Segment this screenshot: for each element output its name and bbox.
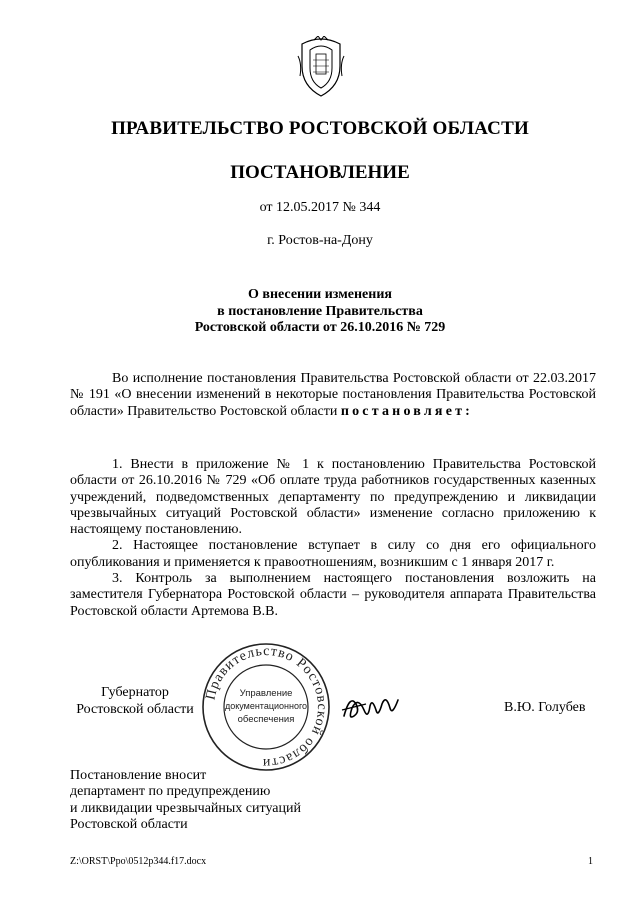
- signer-title: [70, 684, 200, 718]
- stamp-inner-line: документационного: [224, 701, 308, 711]
- resolution-items: [70, 457, 596, 620]
- date-number: от 12.05.2017 № 344: [259, 200, 381, 215]
- signer-name: В.Ю. Голубев: [504, 700, 586, 715]
- list-item: 1. Внести в приложение № 1 к постановлению Правительства Ростовской области от 26.10.2016 № 729 «Об оплате труда работников государственных казенных учреждений, подведомственных департаменту по предупреждению и ликвидации чрезвычайных ситуаций Ростовской области» изменение согласно приложению к настоящему постановлению.: [70, 457, 596, 538]
- subject-line: в постановление Правительства: [217, 303, 423, 319]
- footer-note: [70, 768, 301, 833]
- footer-note-line: Ростовской области: [70, 816, 188, 832]
- subject-line: О внесении изменения: [248, 287, 392, 302]
- signer-title-line: Губернатор: [101, 685, 169, 700]
- government-title: ПРАВИТЕЛЬСТВО РОСТОВСКОЙ ОБЛАСТИ: [111, 118, 529, 139]
- city: г. Ростов-на-Дону: [267, 233, 373, 248]
- resolves-word: постановляет:: [340, 403, 474, 419]
- preamble-paragraph: [70, 371, 596, 420]
- official-stamp: [200, 641, 332, 773]
- subject-title: [0, 287, 640, 337]
- stamp-outer-text: Правительство Ростовской области: [203, 643, 330, 771]
- footer-note-line: департамент по предупреждению: [70, 784, 271, 800]
- footer-note-line: и ликвидации чрезвычайных ситуаций: [70, 800, 301, 816]
- subject-line: Ростовской области от 26.10.2016 № 729: [194, 320, 446, 335]
- page-number: 1: [588, 856, 593, 867]
- list-item: 3. Контроль за выполнением настоящего постановления возложить на заместителя Губернатора Ростовской области – руководителя аппарата Правительства Ростовской области Артемова В.В.: [70, 571, 596, 619]
- signer-title-line: Ростовской области: [76, 702, 194, 717]
- list-item: 2. Настоящее постановление вступает в силу со дня его официального опубликования и применяется к правоотношениям, возникшим с 1 января 2017 г.: [70, 538, 596, 570]
- handwritten-signature-icon: [340, 690, 402, 724]
- preamble-text: Во исполнение постановления Правительства Ростовской области от 22.03.2017 № 191 «О внесении изменений в некоторые постановления Правительства Ростовской области» Правительство Ростовской области: [70, 371, 596, 419]
- footer-note-line: Постановление вносит: [70, 768, 207, 783]
- document-type: ПОСТАНОВЛЕНИЕ: [230, 162, 410, 183]
- file-path: Z:\ORST\Ppo\0512p344.f17.docx: [70, 856, 207, 867]
- stamp-inner-line: Управление: [239, 688, 293, 699]
- coat-of-arms-icon: [296, 36, 346, 98]
- stamp-inner-line: обеспечения: [237, 714, 295, 725]
